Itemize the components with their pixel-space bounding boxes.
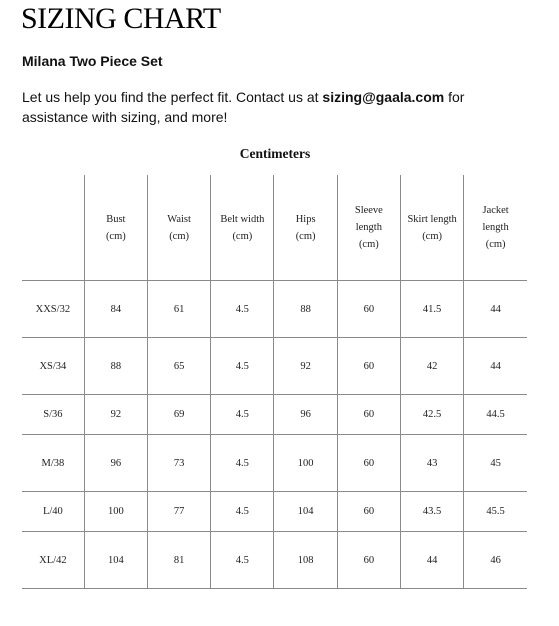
header-sleeve-length — [337, 175, 400, 281]
header-unit: (cm) — [422, 230, 443, 242]
hips-cell: 104 — [274, 492, 337, 532]
hips-cell: 108 — [274, 532, 337, 589]
skirt-length-cell: 43 — [400, 435, 463, 492]
belt-width-cell: 4.5 — [211, 281, 274, 338]
header-waist — [147, 175, 210, 281]
belt-width-cell: 4.5 — [211, 395, 274, 435]
jacket-length-cell: 44 — [464, 338, 527, 395]
skirt-length-cell: 41.5 — [400, 281, 463, 338]
bust-cell: 96 — [84, 435, 147, 492]
bust-cell: 100 — [84, 492, 147, 532]
jacket-length-cell: 46 — [464, 532, 527, 589]
table-row — [22, 532, 527, 589]
sleeve-length-cell: 60 — [337, 281, 400, 338]
page-title: SIZING CHART — [21, 2, 221, 35]
header-size — [22, 175, 84, 281]
table-row — [22, 338, 527, 395]
size-cell: L/40 — [22, 492, 84, 532]
waist-cell: 81 — [147, 532, 210, 589]
product-name: Milana Two Piece Set — [22, 53, 163, 69]
waist-cell: 73 — [147, 435, 210, 492]
header-unit: (cm) — [358, 239, 379, 250]
header-label: Sleeve length — [354, 205, 383, 233]
bust-cell: 104 — [84, 532, 147, 589]
size-table — [22, 175, 527, 589]
header-label: Waist — [167, 213, 191, 225]
header-belt-width — [211, 175, 274, 281]
size-cell: XL/42 — [22, 532, 84, 589]
header-label: Jacket length — [482, 205, 509, 233]
header-unit: (cm) — [232, 230, 253, 242]
sleeve-length-cell: 60 — [337, 338, 400, 395]
table-row — [22, 435, 527, 492]
intro-text-after: for assistance with sizing, and more! — [22, 89, 465, 125]
table-row — [22, 281, 527, 338]
header-bust — [84, 175, 147, 281]
sleeve-length-cell: 60 — [337, 492, 400, 532]
hips-cell: 88 — [274, 281, 337, 338]
hips-cell: 92 — [274, 338, 337, 395]
sizing-chart-page — [21, 0, 539, 566]
belt-width-cell: 4.5 — [211, 532, 274, 589]
size-cell: XXS/32 — [22, 281, 84, 338]
bust-cell: 92 — [84, 395, 147, 435]
belt-width-cell: 4.5 — [211, 435, 274, 492]
sleeve-length-cell: 60 — [337, 395, 400, 435]
jacket-length-cell: 44 — [464, 281, 527, 338]
header-label: Skirt length — [407, 213, 457, 225]
sleeve-length-cell: 60 — [337, 435, 400, 492]
header-label: Hips — [295, 213, 316, 225]
waist-cell: 77 — [147, 492, 210, 532]
table-header-row — [22, 175, 527, 281]
table-row — [22, 395, 527, 435]
header-jacket-length — [464, 175, 527, 281]
skirt-length-cell: 44 — [400, 532, 463, 589]
header-unit: (cm) — [295, 230, 316, 242]
bust-cell: 84 — [84, 281, 147, 338]
waist-cell: 65 — [147, 338, 210, 395]
header-unit: (cm) — [485, 239, 506, 250]
hips-cell: 100 — [274, 435, 337, 492]
jacket-length-cell: 45 — [464, 435, 527, 492]
intro-text-before: Let us help you find the perfect fit. Contact us at — [22, 89, 323, 105]
bust-cell: 88 — [84, 338, 147, 395]
table-row — [22, 492, 527, 532]
skirt-length-cell: 42.5 — [400, 395, 463, 435]
units-heading: Centimeters — [239, 146, 311, 161]
jacket-length-cell: 44.5 — [464, 395, 527, 435]
header-skirt-length — [400, 175, 463, 281]
skirt-length-cell: 43.5 — [400, 492, 463, 532]
size-cell: M/38 — [22, 435, 84, 492]
header-label: Belt width — [220, 213, 265, 225]
size-cell: XS/34 — [22, 338, 84, 395]
header-label: Bust — [106, 213, 126, 225]
waist-cell: 69 — [147, 395, 210, 435]
belt-width-cell: 4.5 — [211, 492, 274, 532]
jacket-length-cell: 45.5 — [464, 492, 527, 532]
header-unit: (cm) — [169, 230, 190, 242]
waist-cell: 61 — [147, 281, 210, 338]
skirt-length-cell: 42 — [400, 338, 463, 395]
header-hips — [274, 175, 337, 281]
sleeve-length-cell: 60 — [337, 532, 400, 589]
hips-cell: 96 — [274, 395, 337, 435]
belt-width-cell: 4.5 — [211, 338, 274, 395]
header-unit: (cm) — [105, 230, 126, 242]
size-cell: S/36 — [22, 395, 84, 435]
sizing-email-link[interactable]: sizing@gaala.com — [322, 89, 445, 105]
intro-text — [22, 87, 532, 127]
